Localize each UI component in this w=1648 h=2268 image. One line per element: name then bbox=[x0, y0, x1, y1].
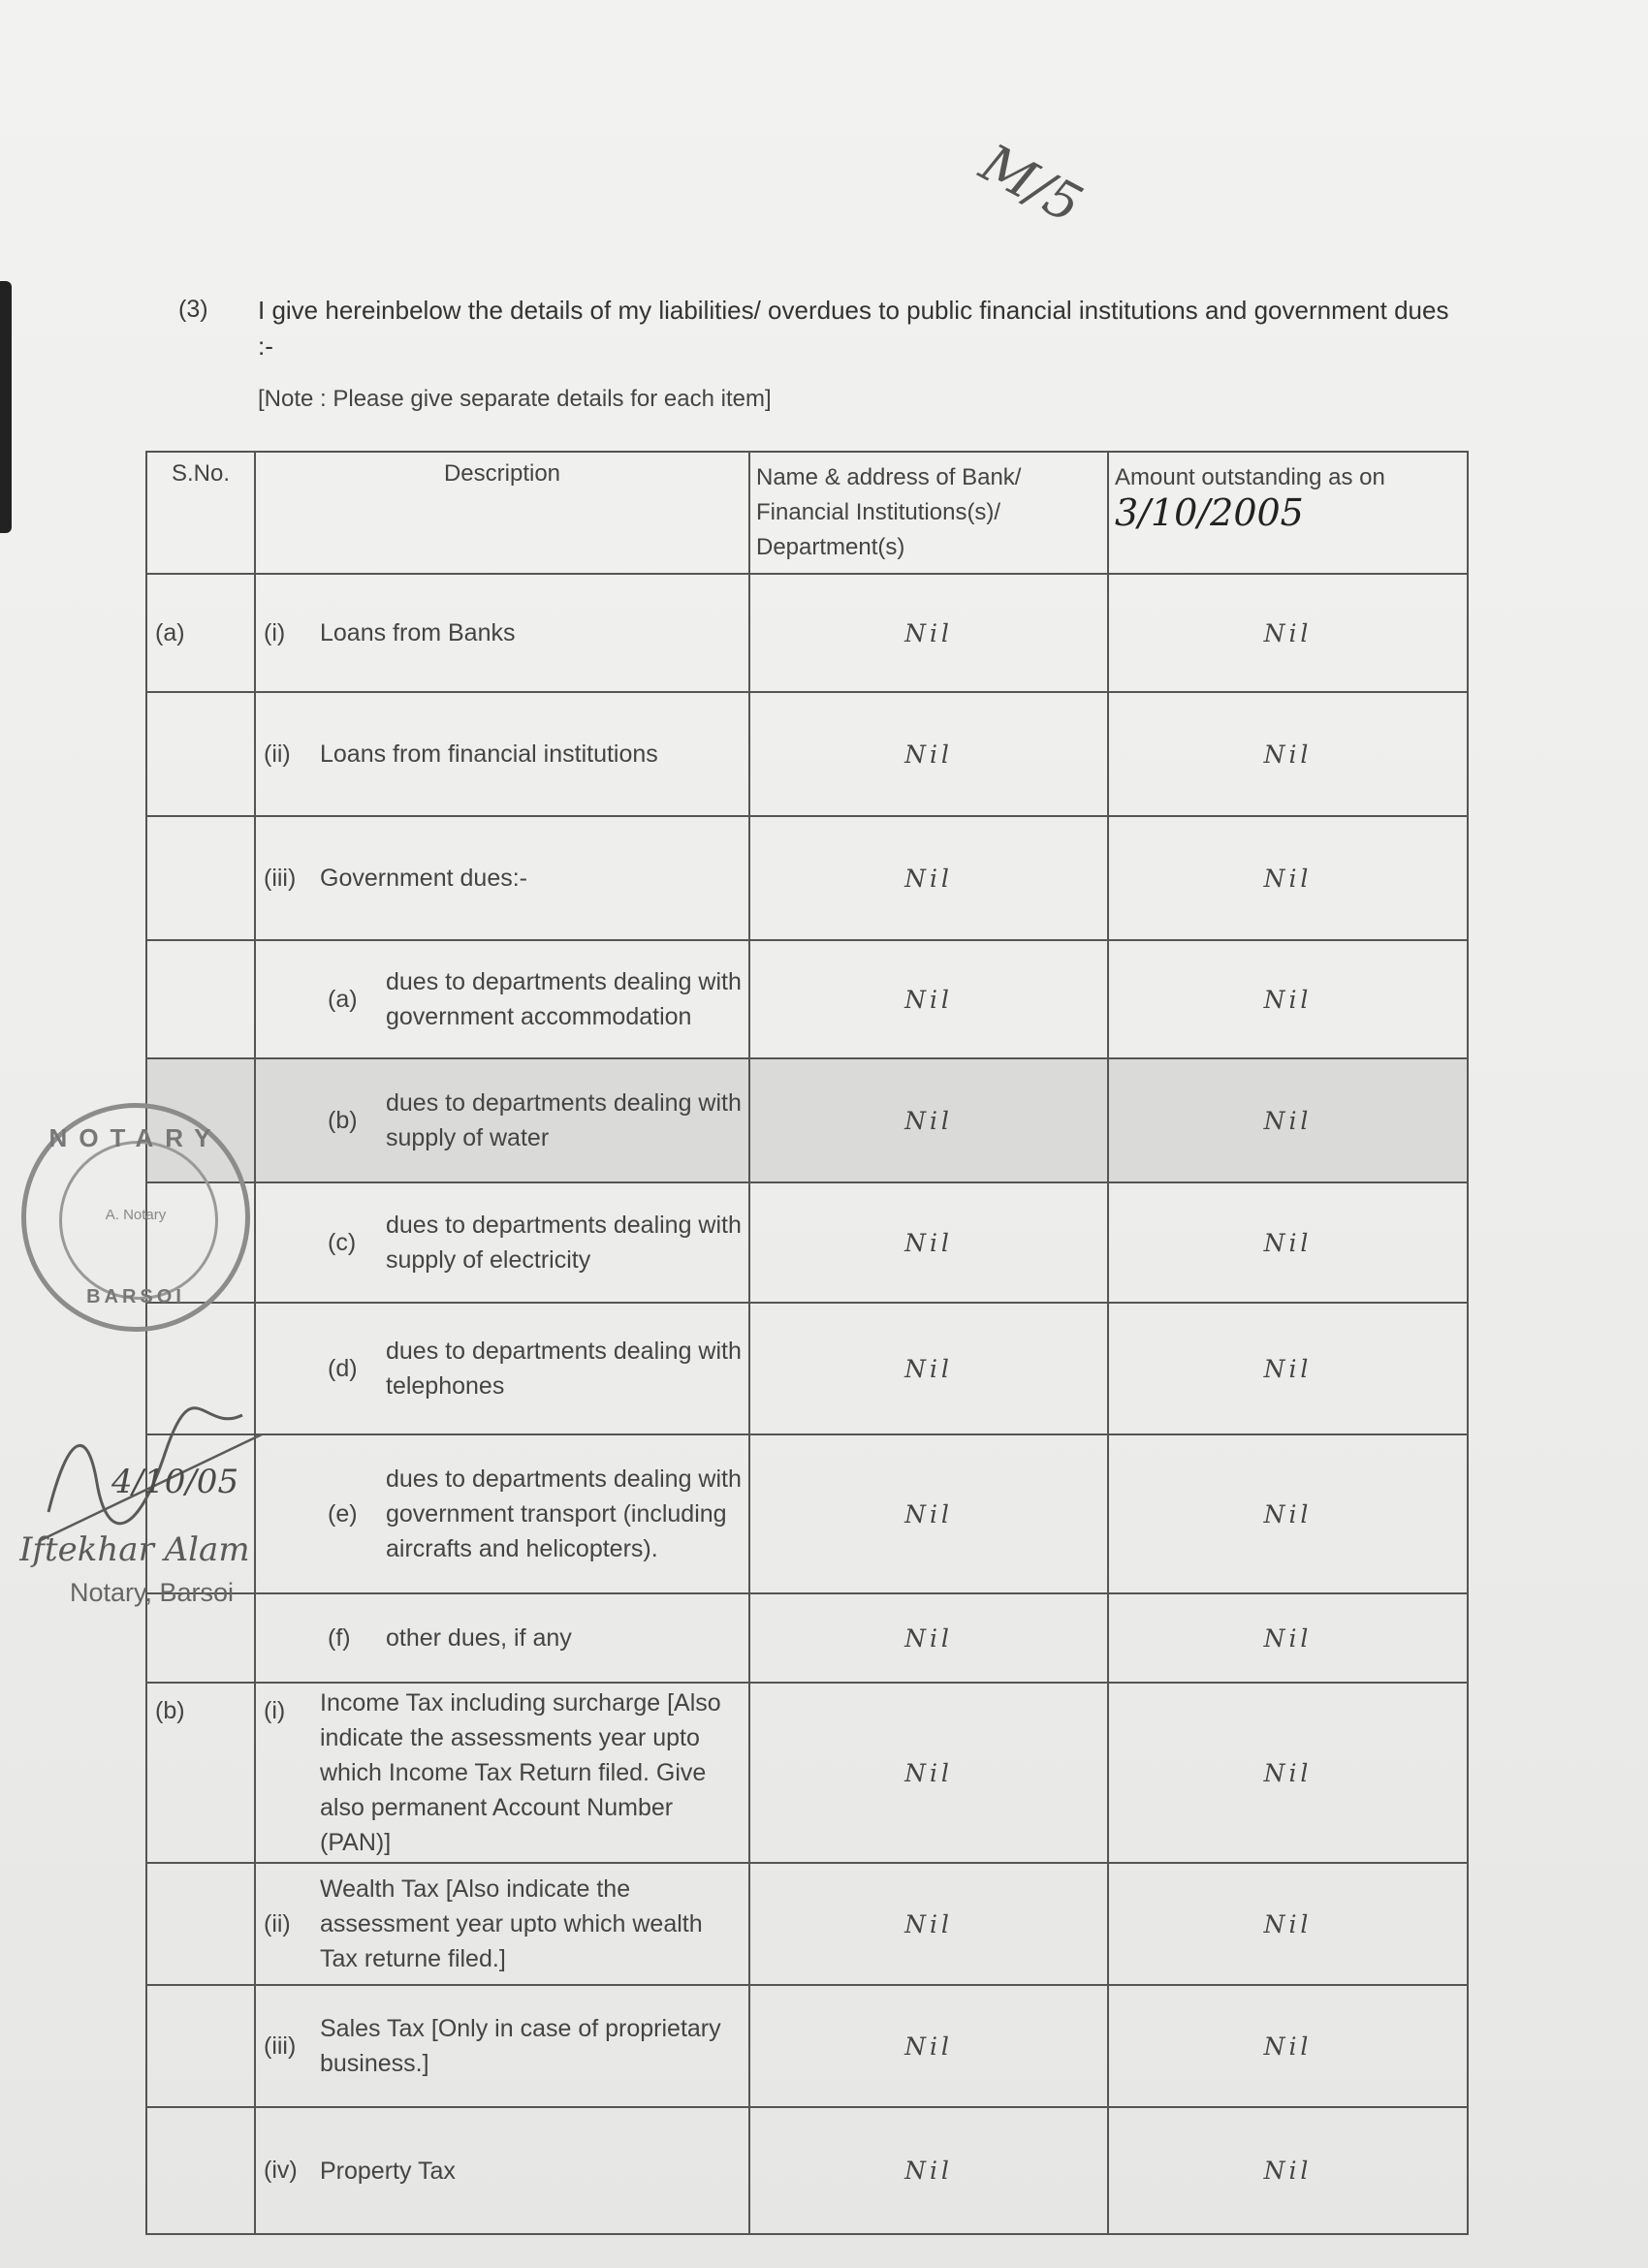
description-cell bbox=[255, 1683, 749, 1863]
description-cell bbox=[255, 1058, 749, 1182]
item-marker: (f) bbox=[328, 1623, 351, 1652]
table-row bbox=[146, 1303, 1468, 1434]
stamp-bottom-text: BARSOI bbox=[86, 1286, 185, 1307]
item-description: dues to departments dealing with government transport (including aircrafts and helicopters). bbox=[386, 1465, 742, 1562]
liabilities-table bbox=[145, 451, 1467, 2229]
amount-value: Nil bbox=[1108, 1863, 1468, 1985]
table-row bbox=[146, 1985, 1468, 2107]
amount-value: Nil bbox=[1108, 1182, 1468, 1303]
amount-value: Nil bbox=[1108, 816, 1468, 940]
item-description: Loans from Banks bbox=[320, 619, 516, 646]
table-row bbox=[146, 1182, 1468, 1303]
item-description: Loans from financial institutions bbox=[320, 740, 658, 768]
item-marker: (d) bbox=[328, 1354, 358, 1382]
signature-date: 4/10/05 bbox=[111, 1463, 239, 1501]
amount-value: Nil bbox=[1108, 1058, 1468, 1182]
item-marker: (i) bbox=[264, 1697, 286, 1724]
bank-value: Nil bbox=[749, 2107, 1108, 2234]
bank-value: Nil bbox=[749, 816, 1108, 940]
amount-value: Nil bbox=[1108, 1985, 1468, 2107]
bank-value: Nil bbox=[749, 1593, 1108, 1683]
item-marker: (ii) bbox=[264, 740, 291, 768]
item-marker: (iii) bbox=[264, 2032, 297, 2060]
item-marker: (iii) bbox=[264, 864, 297, 892]
page-mark: M/5 bbox=[970, 132, 1093, 236]
section-number: (3) bbox=[178, 296, 208, 323]
table-row bbox=[146, 1058, 1468, 1182]
amount-value: Nil bbox=[1108, 2107, 1468, 2234]
notary-stamp bbox=[21, 1103, 250, 1332]
bank-value: Nil bbox=[749, 1182, 1108, 1303]
description-cell bbox=[255, 1985, 749, 2107]
sno-cell bbox=[146, 1863, 255, 1985]
description-cell bbox=[255, 692, 749, 816]
bank-value: Nil bbox=[749, 1303, 1108, 1434]
item-marker: (i) bbox=[264, 618, 286, 646]
note-text: [Note : Please give separate details for each item] bbox=[258, 386, 772, 412]
bank-value: Nil bbox=[749, 1434, 1108, 1593]
description-cell bbox=[255, 1182, 749, 1303]
section-label-a: (a) bbox=[146, 574, 255, 692]
notary-label: Notary, Barsoi bbox=[70, 1578, 235, 1607]
sno-cell bbox=[146, 2107, 255, 2234]
bank-value: Nil bbox=[749, 1985, 1108, 2107]
item-description: dues to departments dealing with government accommodation bbox=[386, 968, 742, 1030]
scan-edge-shadow bbox=[0, 281, 12, 533]
amount-value: Nil bbox=[1108, 1303, 1468, 1434]
item-description: other dues, if any bbox=[386, 1624, 572, 1652]
intro-paragraph: I give hereinbelow the details of my liabilities/ overdues to public financial institutions and government dues :- bbox=[258, 296, 1449, 361]
table-row bbox=[146, 816, 1468, 940]
table-row bbox=[146, 1593, 1468, 1683]
item-marker: (a) bbox=[328, 985, 358, 1013]
sno-cell bbox=[146, 692, 255, 816]
table-row bbox=[146, 940, 1468, 1058]
item-marker: (ii) bbox=[264, 1909, 291, 1937]
amount-value: Nil bbox=[1108, 1593, 1468, 1683]
item-description: Sales Tax [Only in case of proprietary business.] bbox=[320, 2015, 721, 2077]
description-cell bbox=[255, 1593, 749, 1683]
header-amount-label: Amount outstanding as on bbox=[1115, 464, 1385, 490]
sno-cell bbox=[146, 1985, 255, 2107]
table-row bbox=[146, 692, 1468, 816]
amount-value: Nil bbox=[1108, 1683, 1468, 1863]
amount-value: Nil bbox=[1108, 574, 1468, 692]
description-cell bbox=[255, 574, 749, 692]
sno-cell bbox=[146, 816, 255, 940]
table-row bbox=[146, 1683, 1468, 1863]
table-row bbox=[146, 574, 1468, 692]
stamp-center-text: A. Notary bbox=[105, 1207, 167, 1223]
bank-value: Nil bbox=[749, 940, 1108, 1058]
notary-signature bbox=[19, 1396, 330, 1590]
table-row bbox=[146, 1434, 1468, 1593]
bank-value: Nil bbox=[749, 1683, 1108, 1863]
table-row bbox=[146, 1863, 1468, 1985]
amount-value: Nil bbox=[1108, 692, 1468, 816]
bank-value: Nil bbox=[749, 692, 1108, 816]
item-marker: (iv) bbox=[264, 2157, 298, 2184]
section-label-b: (b) bbox=[146, 1683, 255, 1863]
item-description: Government dues:- bbox=[320, 865, 527, 892]
stamp-top-text: NOTARY bbox=[48, 1123, 223, 1152]
item-description: dues to departments dealing with telephones bbox=[386, 1338, 742, 1400]
item-marker: (e) bbox=[328, 1499, 358, 1528]
bank-value: Nil bbox=[749, 1058, 1108, 1182]
header-sno: S.No. bbox=[146, 452, 255, 574]
sno-cell bbox=[146, 940, 255, 1058]
item-marker: (b) bbox=[328, 1106, 358, 1134]
item-description: Income Tax including surcharge [Also indicate the assessments year upto which Income Tax Return filed. Give also permanent Account Number (PAN)] bbox=[320, 1689, 721, 1856]
signature-name: Iftekhar Alam bbox=[19, 1530, 250, 1569]
item-description: Wealth Tax [Also indicate the assessment year upto which wealth Tax returne filed.] bbox=[320, 1875, 703, 1972]
item-marker: (c) bbox=[328, 1228, 357, 1256]
description-cell bbox=[255, 816, 749, 940]
description-cell bbox=[255, 1863, 749, 1985]
item-description: dues to departments dealing with supply of water bbox=[386, 1089, 742, 1151]
table-header-row bbox=[146, 452, 1468, 574]
header-description: Description bbox=[255, 452, 749, 574]
amount-value: Nil bbox=[1108, 940, 1468, 1058]
bank-value: Nil bbox=[749, 574, 1108, 692]
table-row bbox=[146, 2107, 1468, 2234]
header-amount bbox=[1108, 452, 1468, 574]
bank-value: Nil bbox=[749, 1863, 1108, 1985]
item-description: dues to departments dealing with supply of electricity bbox=[386, 1212, 742, 1274]
description-cell bbox=[255, 2107, 749, 2234]
item-description: Property Tax bbox=[320, 2157, 456, 2185]
amount-value: Nil bbox=[1108, 1434, 1468, 1593]
header-amount-date: 3/10/2005 bbox=[1115, 491, 1304, 534]
header-bank: Name & address of Bank/ Financial Institutions(s)/ Department(s) bbox=[749, 452, 1108, 574]
description-cell bbox=[255, 940, 749, 1058]
